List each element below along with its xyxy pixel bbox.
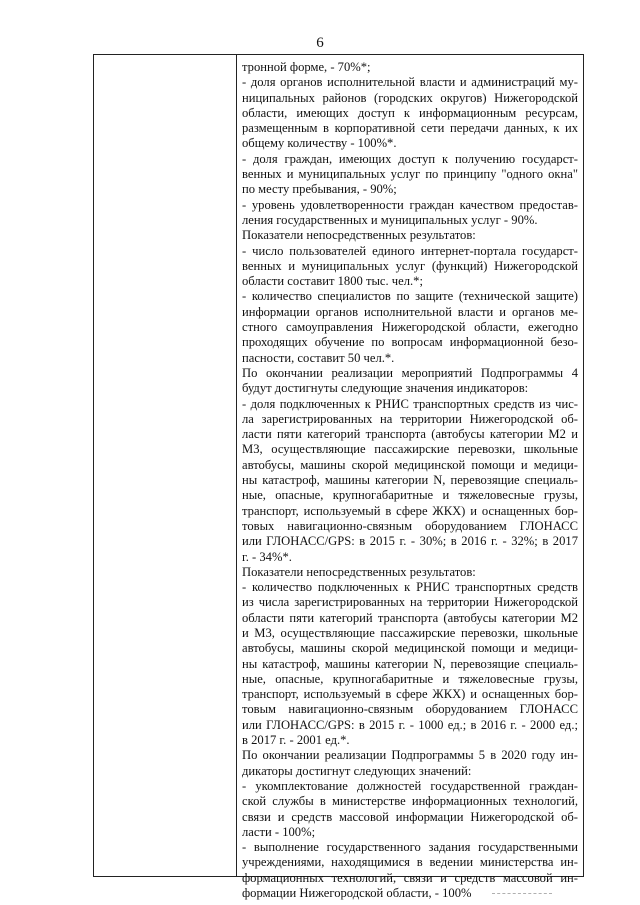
text-line: пасности, составит 50 чел.*.: [242, 350, 395, 365]
text-line: в 2017 г. - 2001 ед.*.: [242, 733, 350, 748]
text-line: транспорт, используемый в сфере ЖКХ) и оснащенных бор-: [242, 687, 578, 702]
text-line: Показатели непосредственных результатов:: [242, 228, 476, 243]
text-line: По окончании реализации Подпрограммы 5 в 2020 году ин-: [242, 748, 578, 763]
text-line: ласти - 100%;: [242, 824, 316, 839]
text-line: товым навигационно-связным оборудованием ГЛОНАСС: [242, 702, 578, 717]
text-line: автобусы, машины скорой медицинской помощи и медици-: [242, 641, 578, 656]
text-line: - число пользователей единого интернет-портала государст-: [242, 243, 578, 258]
text-line: общему количеству - 100%*.: [242, 136, 397, 151]
text-line: ласти пяти категорий транспорта (автобусы категории М2 и: [242, 427, 578, 442]
text-line: Показатели непосредственных результатов:: [242, 564, 476, 579]
text-line: из числа зарегистрированных на территории Нижегородской: [242, 595, 578, 610]
text-line: и М3, осуществляющие пассажирские перевозки, школьные: [242, 625, 578, 640]
text-line: по месту пребывания, - 90%;: [242, 182, 397, 197]
text-line: транспорт, используемый в сфере ЖКХ) и оснащенных бор-: [242, 503, 578, 518]
document-table: [93, 54, 584, 901]
text-line: - доля подключенных к РНИС транспортных средств из чис-: [242, 396, 578, 411]
text-line: По окончании реализации мероприятий Подпрограммы 4: [242, 365, 578, 380]
text-line: или ГЛОНАСС/GPS: в 2015 г. - 1000 ед.; в 2016 г. - 2000 ед.;: [242, 717, 578, 732]
text-line: области пяти категорий транспорта (автобусы категории М2: [242, 610, 578, 625]
text-line: автобусы, машины скорой медицинской помощи и медици-: [242, 457, 578, 472]
text-line: - доля граждан, имеющих доступ к получению государст-: [242, 151, 578, 166]
text-line: ления государственных и муниципальных услуг - 90%.: [242, 212, 538, 227]
text-line: формационных технологий, связи и средств массовой ин-: [242, 870, 578, 885]
scan-artifact-line: [492, 893, 552, 894]
text-line: - уровень удовлетворенности граждан качеством предостав-: [242, 197, 578, 212]
column-divider: [236, 55, 237, 876]
text-line: области составит 1800 тыс. чел.*;: [242, 274, 423, 289]
text-line: ла зарегистрированных на территории Нижегородской об-: [242, 411, 578, 426]
text-line: формации Нижегородской области, - 100%: [242, 886, 472, 901]
table-left-cell: [94, 55, 236, 876]
text-line: - доля органов исполнительной власти и администраций му-: [242, 75, 578, 90]
text-line: г. - 34%*.: [242, 549, 292, 564]
text-line: стного самоуправления Нижегородской области, ежегодно: [242, 320, 578, 335]
text-line: дикаторы достигнут следующих значений:: [242, 763, 472, 778]
text-line: - количество подключенных к РНИС транспортных средств: [242, 580, 578, 595]
table-right-cell: [242, 60, 578, 901]
text-line: или ГЛОНАСС/GPS: в 2015 г. - 30%; в 2016 г. - 32%; в 2017: [242, 534, 578, 549]
text-line: ные, опасные, крупногабаритные и тяжеловесные грузы,: [242, 671, 578, 686]
text-line: размещенным в корпоративной сети передачи данных, к их: [242, 121, 578, 136]
text-line: М3, осуществляющие пассажирские перевозки, школьные: [242, 442, 578, 457]
text-line: венных и муниципальных услуг (функций) Нижегородской: [242, 258, 578, 273]
text-line: ниципальных районов (городских округов) Нижегородской: [242, 90, 578, 105]
text-line: тронной форме, - 70%*;: [242, 60, 371, 74]
text-line: ные, опасные, крупногабаритные и тяжеловесные грузы,: [242, 488, 578, 503]
text-line: информации органов исполнительной власти и органов ме-: [242, 304, 578, 319]
text-line: товых навигационно-связным оборудованием ГЛОНАСС: [242, 518, 578, 533]
text-line: венных и муниципальных услуг по принципу "одного окна": [242, 167, 578, 182]
text-line: области, имеющих доступ к информационным ресурсам,: [242, 105, 578, 120]
text-line: учреждениями, находящимися в ведении министерства ин-: [242, 855, 578, 870]
text-line: ны катастроф, машины категории N, перевозящие специаль-: [242, 473, 578, 488]
text-line: будут достигнуты следующие значения индикаторов:: [242, 381, 529, 396]
text-line: проходящих обучение по вопросам информационной безо-: [242, 335, 578, 350]
text-line: ны катастроф, машины категории N, перевозящие специаль-: [242, 656, 578, 671]
text-line: ской службы в министерстве информационных технологий,: [242, 794, 578, 809]
page-number: 6: [316, 35, 324, 51]
text-line: связи и средств массовой информации Нижегородской об-: [242, 809, 578, 824]
text-line: - количество специалистов по защите (технической защите): [242, 289, 578, 304]
text-line: - укомплектование должностей государственной граждан-: [242, 778, 578, 793]
text-line: - выполнение государственного задания государственными: [242, 840, 578, 855]
